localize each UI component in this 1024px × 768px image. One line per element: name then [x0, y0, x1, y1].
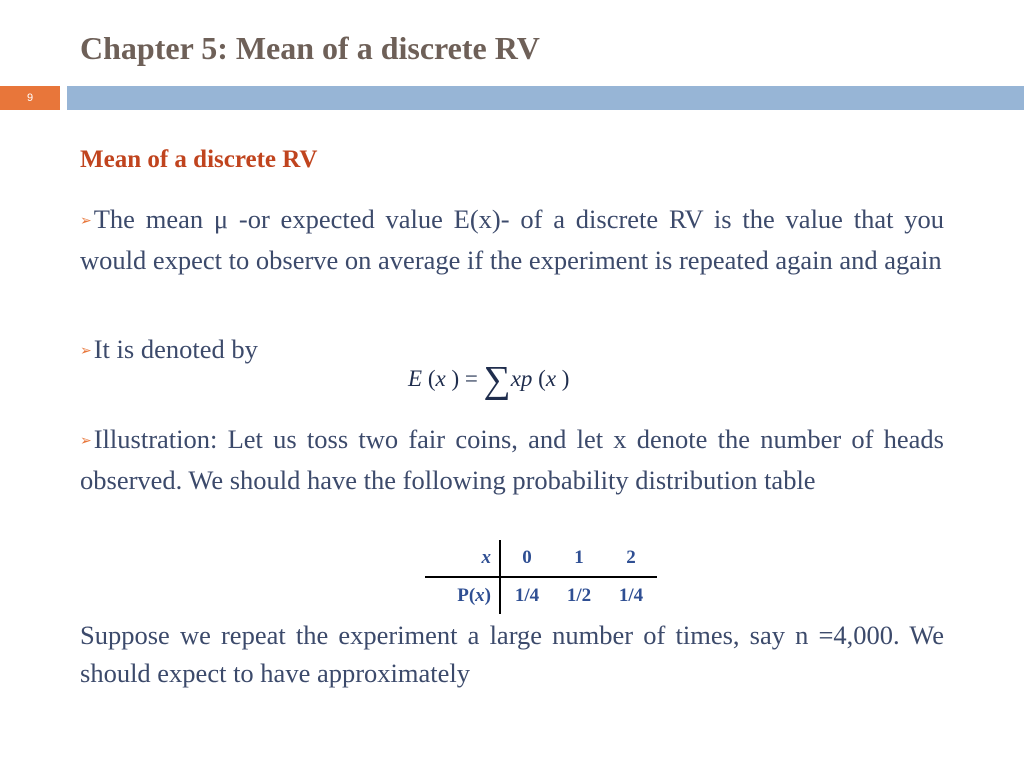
- table-cell: 2: [605, 540, 657, 577]
- table-row: [425, 577, 657, 614]
- table-row-label: x: [425, 540, 500, 577]
- bullet-arrow-icon: ➢: [80, 344, 92, 359]
- probability-distribution-table: [425, 540, 657, 614]
- table-row: [425, 540, 657, 577]
- table-cell: 1/2: [566, 585, 592, 606]
- formula-term: xp: [510, 366, 533, 391]
- expected-value-formula: E (x ) = ∑xp (x ): [408, 359, 570, 401]
- bullet-denoted-by: [80, 330, 944, 371]
- bullet-arrow-icon: ➢: [80, 214, 92, 229]
- page-number: 9: [26, 92, 34, 104]
- table-row-label: P(x): [425, 577, 500, 614]
- formula-var: x: [545, 366, 557, 391]
- section-heading: Mean of a discrete RV: [80, 146, 318, 173]
- bullet-arrow-icon: ➢: [80, 434, 92, 449]
- table-cell: 1: [553, 540, 605, 577]
- formula-fn: E: [408, 366, 423, 391]
- table-cell: 1/4: [618, 585, 644, 606]
- formula-var: x: [435, 366, 446, 391]
- bullet-mean-definition: [80, 200, 944, 279]
- closing-paragraph: Suppose we repeat the experiment a large number of times, say n =4,000. We should expect to have approximately: [80, 620, 944, 688]
- bullet-text: The mean μ -or expected value E(x)- of a discrete RV is the value that you would expect to observe on average if the experiment is repeated again and again: [80, 204, 944, 275]
- bullet-illustration: [80, 420, 944, 499]
- page-number-badge: [0, 86, 60, 110]
- table-cell: 0: [500, 540, 553, 577]
- bullet-text: Illustration: Let us toss two fair coins, and let x denote the number of heads observed. We should have the following probability distribution table: [80, 424, 944, 495]
- bullet-text: It is denoted by: [93, 334, 258, 364]
- header-bar: [67, 86, 1024, 110]
- slide-title: Chapter 5: Mean of a discrete RV: [80, 30, 540, 66]
- summation-symbol: ∑: [483, 359, 511, 401]
- table-cell: 1/4: [514, 585, 540, 606]
